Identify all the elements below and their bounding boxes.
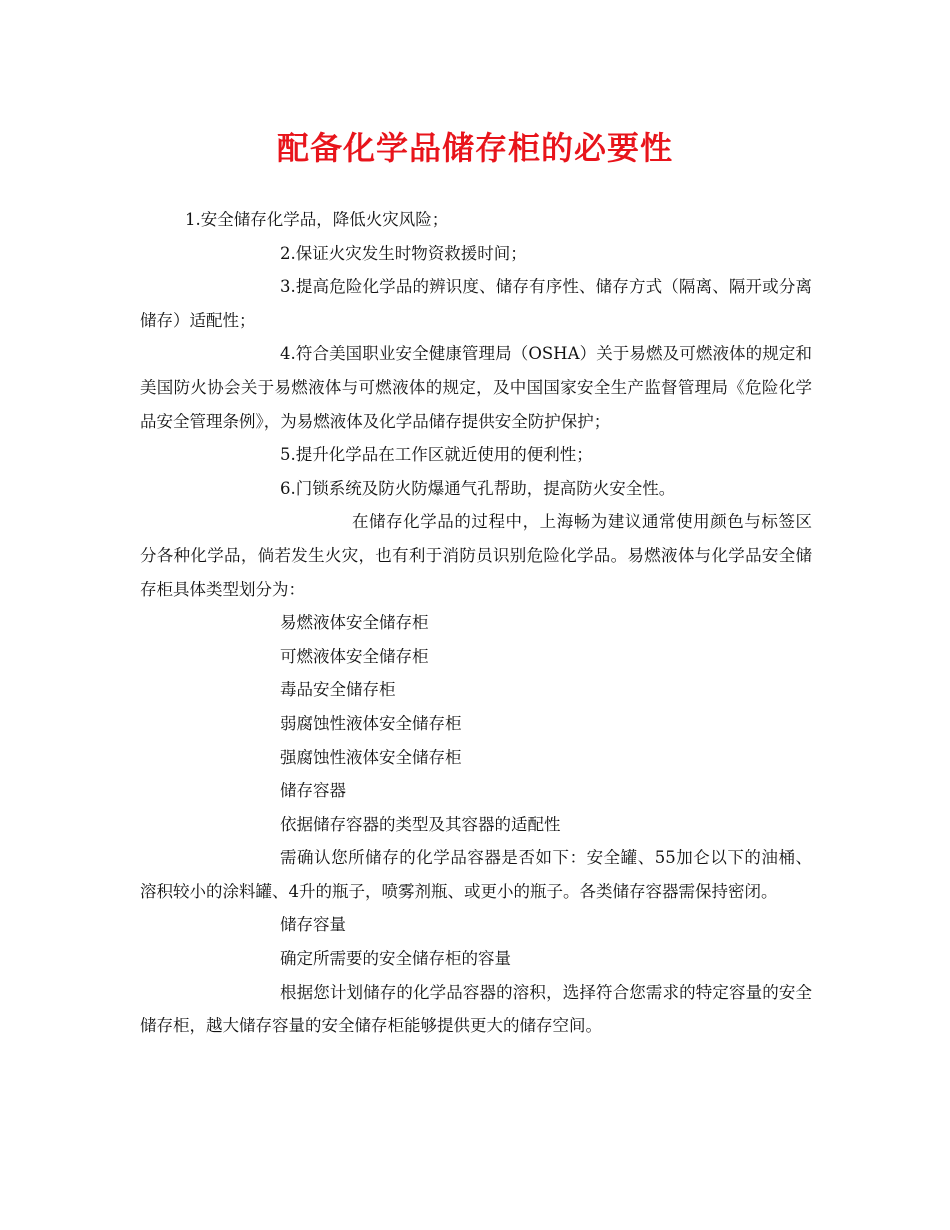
- section-heading-capacity: 储存容量: [280, 915, 346, 935]
- section-heading-containers: 储存容器: [280, 781, 346, 801]
- cabinet-type-strong-corrosive: 强腐蚀性液体安全储存柜: [280, 747, 462, 767]
- paragraph-item-3: 3.提高危险化学品的辨识度、储存有序性、储存方式（隔离、隔开或分离储存）适配性；: [140, 277, 812, 330]
- paragraph-item-5: 5.提升化学品在工作区就近使用的便利性；: [280, 445, 593, 465]
- cabinet-type-weak-corrosive: 弱腐蚀性液体安全储存柜: [280, 713, 462, 733]
- cabinet-type-combustible: 可燃液体安全储存柜: [280, 646, 429, 666]
- section-subheading-capacity: 确定所需要的安全储存柜的容量: [280, 949, 511, 969]
- paragraph-storage-intro: 在储存化学品的过程中，上海畅为建议通常使用颜色与标签区分各种化学品，倘若发生火灾，也有利于消防员识别危险化学品。易燃液体与化学品安全储存柜具体类型划分为：: [140, 512, 812, 599]
- cabinet-type-flammable: 易燃液体安全储存柜: [280, 613, 429, 633]
- section-subheading-containers: 依据储存容器的类型及其容器的适配性: [280, 814, 561, 834]
- cabinet-type-toxic: 毒品安全储存柜: [280, 680, 396, 700]
- page-title: 配备化学品储存柜的必要性: [276, 129, 673, 167]
- paragraph-containers: 需确认您所储存的化学品容器是否如下：安全罐、55加仑以下的油桶、溶积较小的涂料罐、4升的瓶子，喷雾剂瓶、或更小的瓶子。各类储存容器需保持密闭。: [140, 848, 812, 901]
- paragraph-item-4: 4.符合美国职业安全健康管理局（OSHA）关于易燃及可燃液体的规定和美国防火协会关于易燃液体与可燃液体的规定，及中国国家安全生产监督管理局《危险化学品安全管理条例》，为易燃液体及化学品储存提供安全防护保护；: [140, 344, 812, 431]
- paragraph-item-1: 1.安全储存化学品，降低火灾风险；: [185, 210, 449, 229]
- paragraph-capacity: 根据您计划储存的化学品容器的溶积，选择符合您需求的特定容量的安全储存柜，越大储存容量的安全储存柜能够提供更大的储存空间。: [140, 982, 812, 1036]
- document-body: [140, 203, 812, 1043]
- paragraph-item-2: 2.保证火灾发生时物资救援时间；: [280, 243, 527, 263]
- paragraph-item-6: 6.门锁系统及防火防爆通气孔帮助，提高防火安全性。: [280, 478, 676, 498]
